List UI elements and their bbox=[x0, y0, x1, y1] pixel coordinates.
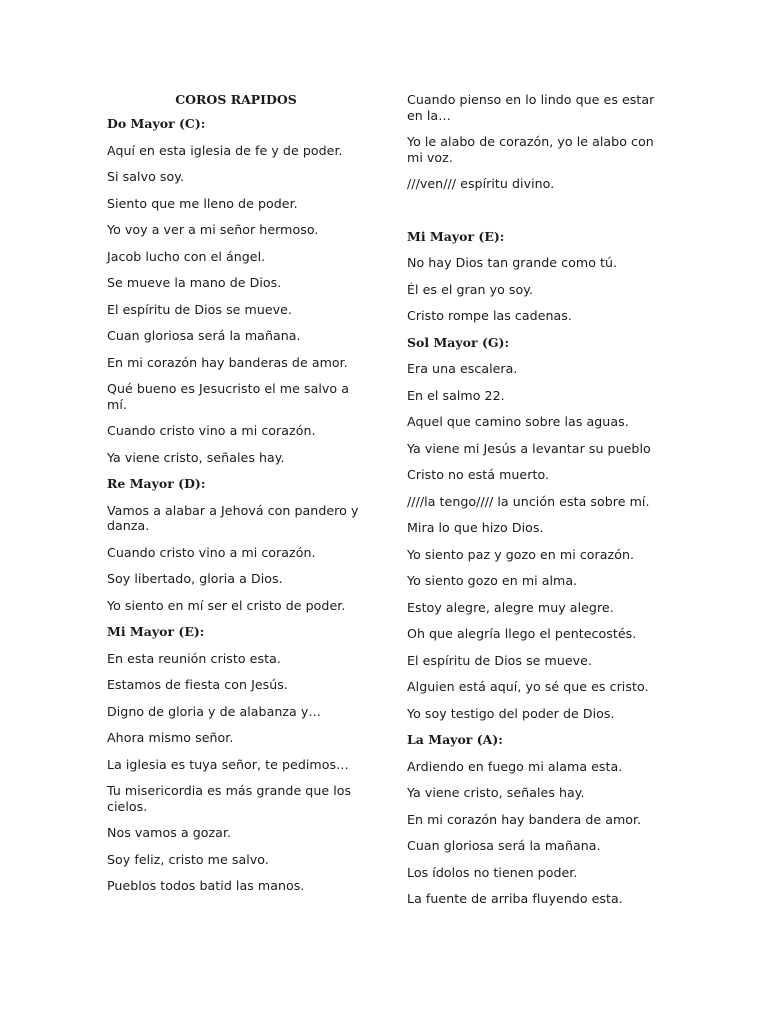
song-line: Cristo rompe las cadenas. bbox=[407, 308, 572, 323]
song-line: Oh que alegría llego el pentecostés. bbox=[407, 626, 637, 641]
key-heading: La Mayor (A): bbox=[407, 732, 503, 747]
song-line: Ardiendo en fuego mi alama esta. bbox=[407, 758, 623, 774]
song-line: Digno de gloria y de alabanza y… bbox=[107, 703, 322, 719]
song-line: El espíritu de Dios se mueve. bbox=[107, 301, 293, 317]
song-line: Cuan gloriosa será la mañana. bbox=[407, 838, 601, 853]
song-line: Yo soy testigo del poder de Dios. bbox=[407, 705, 615, 721]
song-line: En mi corazón hay banderas de amor. bbox=[107, 354, 348, 370]
song-line: No hay Dios tan grande como tú. bbox=[407, 255, 618, 270]
song-line: Cuando cristo vino a mi corazón. bbox=[107, 423, 316, 438]
song-line: ////la tengo//// la unción esta sobre mí. bbox=[407, 493, 650, 509]
song-line: La iglesia es tuya señor, te pedimos… bbox=[107, 756, 349, 772]
song-line: El espíritu de Dios se mueve. bbox=[407, 652, 593, 668]
song-line: ///ven/// espíritu divino. bbox=[407, 176, 555, 191]
song-line: Soy feliz, cristo me salvo. bbox=[107, 851, 269, 867]
left-column bbox=[107, 92, 365, 905]
song-line: En mi corazón hay bandera de amor. bbox=[407, 811, 642, 827]
song-line: En esta reunión cristo esta. bbox=[107, 650, 281, 666]
song-line: Jacob lucho con el ángel. bbox=[107, 248, 266, 264]
song-line: Ahora mismo señor. bbox=[107, 730, 234, 745]
page-title: COROS RAPIDOS bbox=[175, 92, 297, 107]
song-line: Siento que me lleno de poder. bbox=[107, 195, 298, 211]
key-heading: Mi Mayor (E): bbox=[107, 624, 205, 639]
song-line: Yo siento paz y gozo en mi corazón. bbox=[407, 546, 635, 562]
key-heading: Sol Mayor (G): bbox=[407, 334, 510, 350]
key-heading: Mi Mayor (E): bbox=[407, 228, 505, 244]
song-line: Se mueve la mano de Dios. bbox=[107, 275, 282, 290]
song-line: Él es el gran yo soy. bbox=[407, 281, 534, 297]
song-line: Vamos a alabar a Jehová con pandero y danza. bbox=[107, 502, 359, 533]
song-line: Cuando cristo vino a mi corazón. bbox=[107, 544, 316, 560]
song-line: Nos vamos a gozar. bbox=[107, 825, 232, 840]
song-line: Cuando pienso en lo lindo que es estar en la… bbox=[407, 92, 655, 123]
song-line: Aquel que camino sobre las aguas. bbox=[407, 414, 629, 429]
song-line: Los ídolos no tienen poder. bbox=[407, 864, 578, 880]
key-heading: Re Mayor (D): bbox=[107, 476, 206, 491]
song-line: Yo siento gozo en mi alma. bbox=[407, 573, 578, 588]
right-sections bbox=[407, 229, 662, 907]
song-line: Cristo no está muerto. bbox=[407, 467, 550, 482]
song-line: Estamos de fiesta con Jesús. bbox=[107, 677, 288, 692]
song-line: Ya viene mi Jesús a levantar su pueblo bbox=[407, 440, 651, 456]
section-gap bbox=[407, 203, 662, 229]
song-line: Cuan gloriosa será la mañana. bbox=[107, 328, 301, 343]
right-intro-list bbox=[407, 92, 662, 192]
song-line: Yo voy a ver a mi señor hermoso. bbox=[107, 222, 319, 237]
song-line: Ya viene cristo, señales hay. bbox=[407, 785, 585, 800]
song-line: Era una escalera. bbox=[407, 361, 518, 376]
right-column bbox=[407, 92, 662, 918]
song-line: Ya viene cristo, señales hay. bbox=[107, 449, 285, 465]
song-line: Alguien está aquí, yo sé que es cristo. bbox=[407, 679, 649, 694]
song-line: Mira lo que hizo Dios. bbox=[407, 520, 544, 535]
song-line: Aquí en esta iglesia de fe y de poder. bbox=[107, 142, 343, 158]
song-line: Estoy alegre, alegre muy alegre. bbox=[407, 599, 614, 615]
song-line: Qué bueno es Jesucristo el me salvo a mí. bbox=[107, 381, 349, 412]
song-line: Si salvo soy. bbox=[107, 169, 185, 184]
key-heading: Do Mayor (C): bbox=[107, 116, 206, 131]
left-sections bbox=[107, 116, 365, 894]
song-line: Soy libertado, gloria a Dios. bbox=[107, 571, 283, 586]
song-line: En el salmo 22. bbox=[407, 387, 505, 403]
song-line: Pueblos todos batid las manos. bbox=[107, 878, 305, 893]
song-line: La fuente de arriba fluyendo esta. bbox=[407, 891, 623, 906]
song-line: Yo le alabo de corazón, yo le alabo con mi voz. bbox=[407, 134, 654, 165]
song-line: Yo siento en mí ser el cristo de poder. bbox=[107, 597, 346, 613]
song-line: Tu misericordia es más grande que los cielos. bbox=[107, 783, 352, 814]
